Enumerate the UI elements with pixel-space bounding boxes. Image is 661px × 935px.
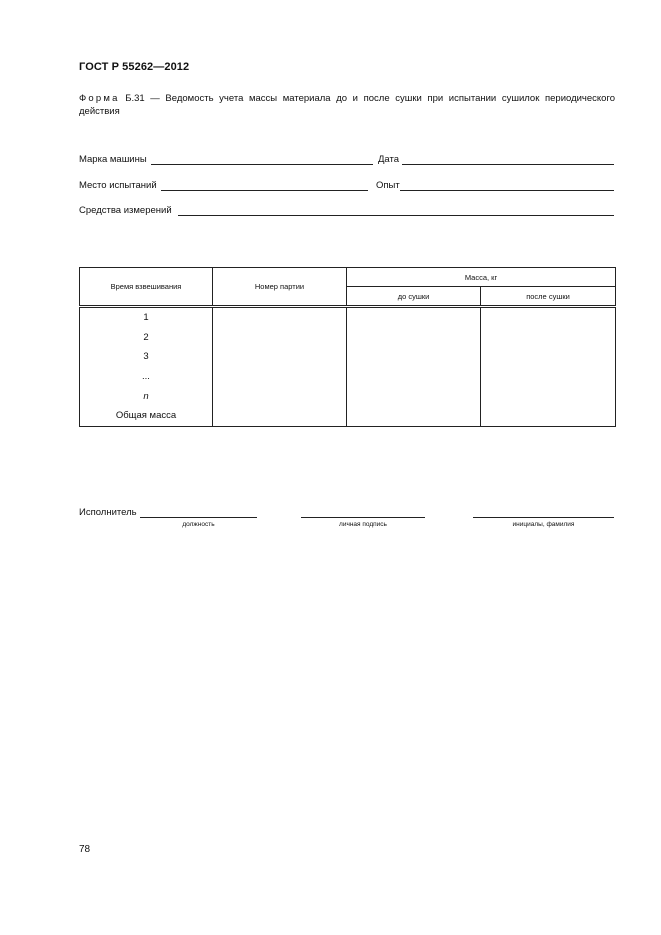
- table-row: [80, 386, 616, 406]
- experiment-label: Опыт: [376, 180, 400, 191]
- before-drying-cell[interactable]: [347, 367, 481, 387]
- header-before-drying: до сушки: [347, 287, 481, 307]
- test-place-label: Место испытаний: [79, 180, 157, 191]
- measuring-means-line[interactable]: [178, 215, 614, 216]
- before-drying-cell[interactable]: [347, 386, 481, 406]
- batch-cell[interactable]: [213, 328, 347, 348]
- after-drying-cell[interactable]: [481, 406, 616, 426]
- batch-cell[interactable]: [213, 386, 347, 406]
- performer-label: Исполнитель: [79, 507, 137, 518]
- row-label: n: [80, 386, 213, 406]
- machine-brand-label: Марка машины: [79, 154, 147, 165]
- batch-cell[interactable]: [213, 406, 347, 426]
- after-drying-cell[interactable]: [481, 386, 616, 406]
- after-drying-cell[interactable]: [481, 328, 616, 348]
- position-caption: должность: [182, 521, 215, 528]
- document-header: ГОСТ Р 55262—2012: [79, 61, 190, 73]
- before-drying-cell[interactable]: [347, 406, 481, 426]
- total-mass-label: Общая масса: [80, 406, 213, 426]
- table-row: [80, 367, 616, 387]
- date-line[interactable]: [402, 164, 614, 165]
- header-mass: Масса, кг: [347, 268, 616, 287]
- initials-caption: инициалы, фамилия: [512, 521, 575, 528]
- initials-line[interactable]: [473, 517, 614, 518]
- header-after-drying: после сушки: [481, 287, 616, 307]
- after-drying-cell[interactable]: [481, 307, 616, 328]
- row-label: ...: [80, 367, 213, 387]
- before-drying-cell[interactable]: [347, 347, 481, 367]
- row-label: 2: [80, 328, 213, 348]
- date-label: Дата: [378, 154, 400, 165]
- table-row: [80, 307, 616, 328]
- form-title: Б.31 — Ведомость учета массы материала до и после сушки при испытании сушилок периодического действия: [79, 93, 615, 117]
- form-caption: [79, 92, 615, 118]
- signature-line[interactable]: [301, 517, 425, 518]
- page-number: 78: [79, 844, 91, 855]
- machine-brand-line[interactable]: [151, 164, 373, 165]
- after-drying-cell[interactable]: [481, 367, 616, 387]
- table-row-total: [80, 406, 616, 426]
- table-row: [80, 328, 616, 348]
- batch-cell[interactable]: [213, 347, 347, 367]
- signature-caption: личная подпись: [339, 521, 387, 528]
- before-drying-cell[interactable]: [347, 307, 481, 328]
- test-place-line[interactable]: [161, 190, 368, 191]
- before-drying-cell[interactable]: [347, 328, 481, 348]
- measuring-means-label: Средства измерений: [79, 205, 172, 216]
- mass-record-table: [79, 267, 616, 427]
- position-line[interactable]: [140, 517, 257, 518]
- batch-cell[interactable]: [213, 367, 347, 387]
- batch-cell[interactable]: [213, 307, 347, 328]
- header-weighing-time: Время взвешивания: [80, 268, 213, 307]
- form-word: Форма: [79, 93, 120, 104]
- after-drying-cell[interactable]: [481, 347, 616, 367]
- table-row: [80, 347, 616, 367]
- experiment-line[interactable]: [400, 190, 614, 191]
- row-label: 3: [80, 347, 213, 367]
- row-label: 1: [80, 307, 213, 328]
- header-batch-number: Номер партии: [213, 268, 347, 307]
